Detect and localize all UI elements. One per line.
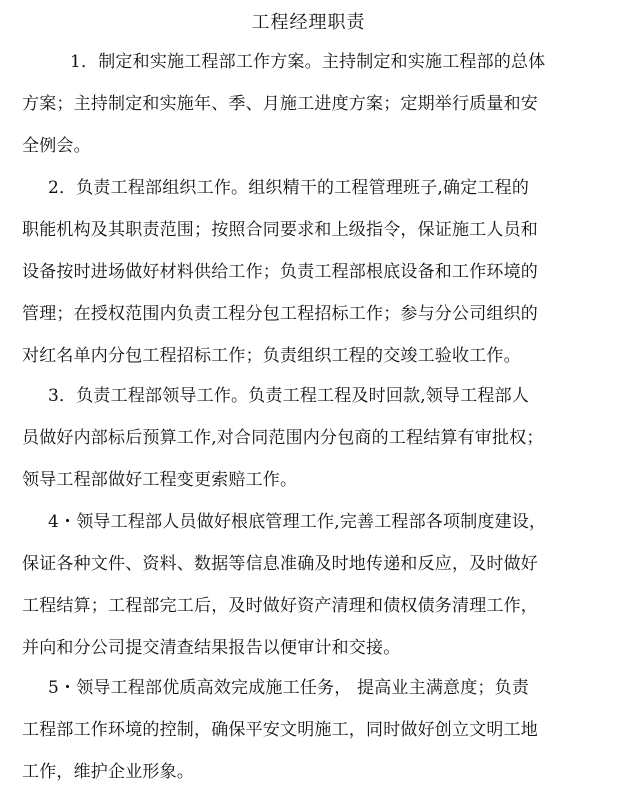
paragraph-3 xyxy=(22,375,602,501)
paragraph-1 xyxy=(22,41,602,167)
paragraph-line: 方案；主持制定和实施年、季、月施工进度方案；定期举行质量和安 xyxy=(22,94,538,114)
document-title: 工程经理职责 xyxy=(251,12,366,33)
paragraph-line: 全例会。 xyxy=(22,136,91,156)
paragraph-line: 2．负责工程部组织工作。组织精干的工程管理班子,确定工程的 xyxy=(48,178,530,198)
paragraph-line: 3．负责工程部领导工作。负责工程工程及时回款,领导工程部人 xyxy=(48,386,530,406)
paragraph-line: 4・领导工程部人员做好根底管理工作,完善工程部各项制度建设， xyxy=(48,512,547,532)
paragraph-2 xyxy=(22,167,602,377)
paragraph-5 xyxy=(22,667,602,793)
paragraph-line: 工作，维护企业形象。 xyxy=(22,762,194,782)
paragraph-4 xyxy=(22,501,602,669)
paragraph-line: 对红名单内分包工程招标工作；负责组织工程的交竣工验收工作。 xyxy=(22,346,521,366)
paragraph-line: 并向和分公司提交清查结果报告以便审计和交接。 xyxy=(22,638,401,658)
paragraph-line: 职能机构及其职责范围；按照合同要求和上级指令，保证施工人员和 xyxy=(22,220,538,240)
paragraph-line: 领导工程部做好工程变更索赔工作。 xyxy=(22,470,298,490)
paragraph-line: 管理；在授权范围内负责工程分包工程招标工作；参与分公司组织的 xyxy=(22,304,538,324)
paragraph-line: 设备按时进场做好材料供给工作；负责工程部根底设备和工作环境的 xyxy=(22,262,538,282)
paragraph-line: 5・领导工程部优质高效完成施工任务， 提高业主满意度；负责 xyxy=(48,678,530,698)
paragraph-line: 工程部工作环境的控制，确保平安文明施工，同时做好创立文明工地 xyxy=(22,720,538,740)
paragraph-line: 1．制定和实施工程部工作方案。主持制定和实施工程部的总体 xyxy=(70,52,546,72)
paragraph-line: 员做好内部标后预算工作,对合同范围内分包商的工程结算有审批权； xyxy=(22,428,544,448)
paragraph-line: 工程结算；工程部完工后，及时做好资产清理和债权债务清理工作， xyxy=(22,596,538,616)
paragraph-line: 保证各种文件、资料、数据等信息准确及时地传递和反应，及时做好 xyxy=(22,554,538,574)
